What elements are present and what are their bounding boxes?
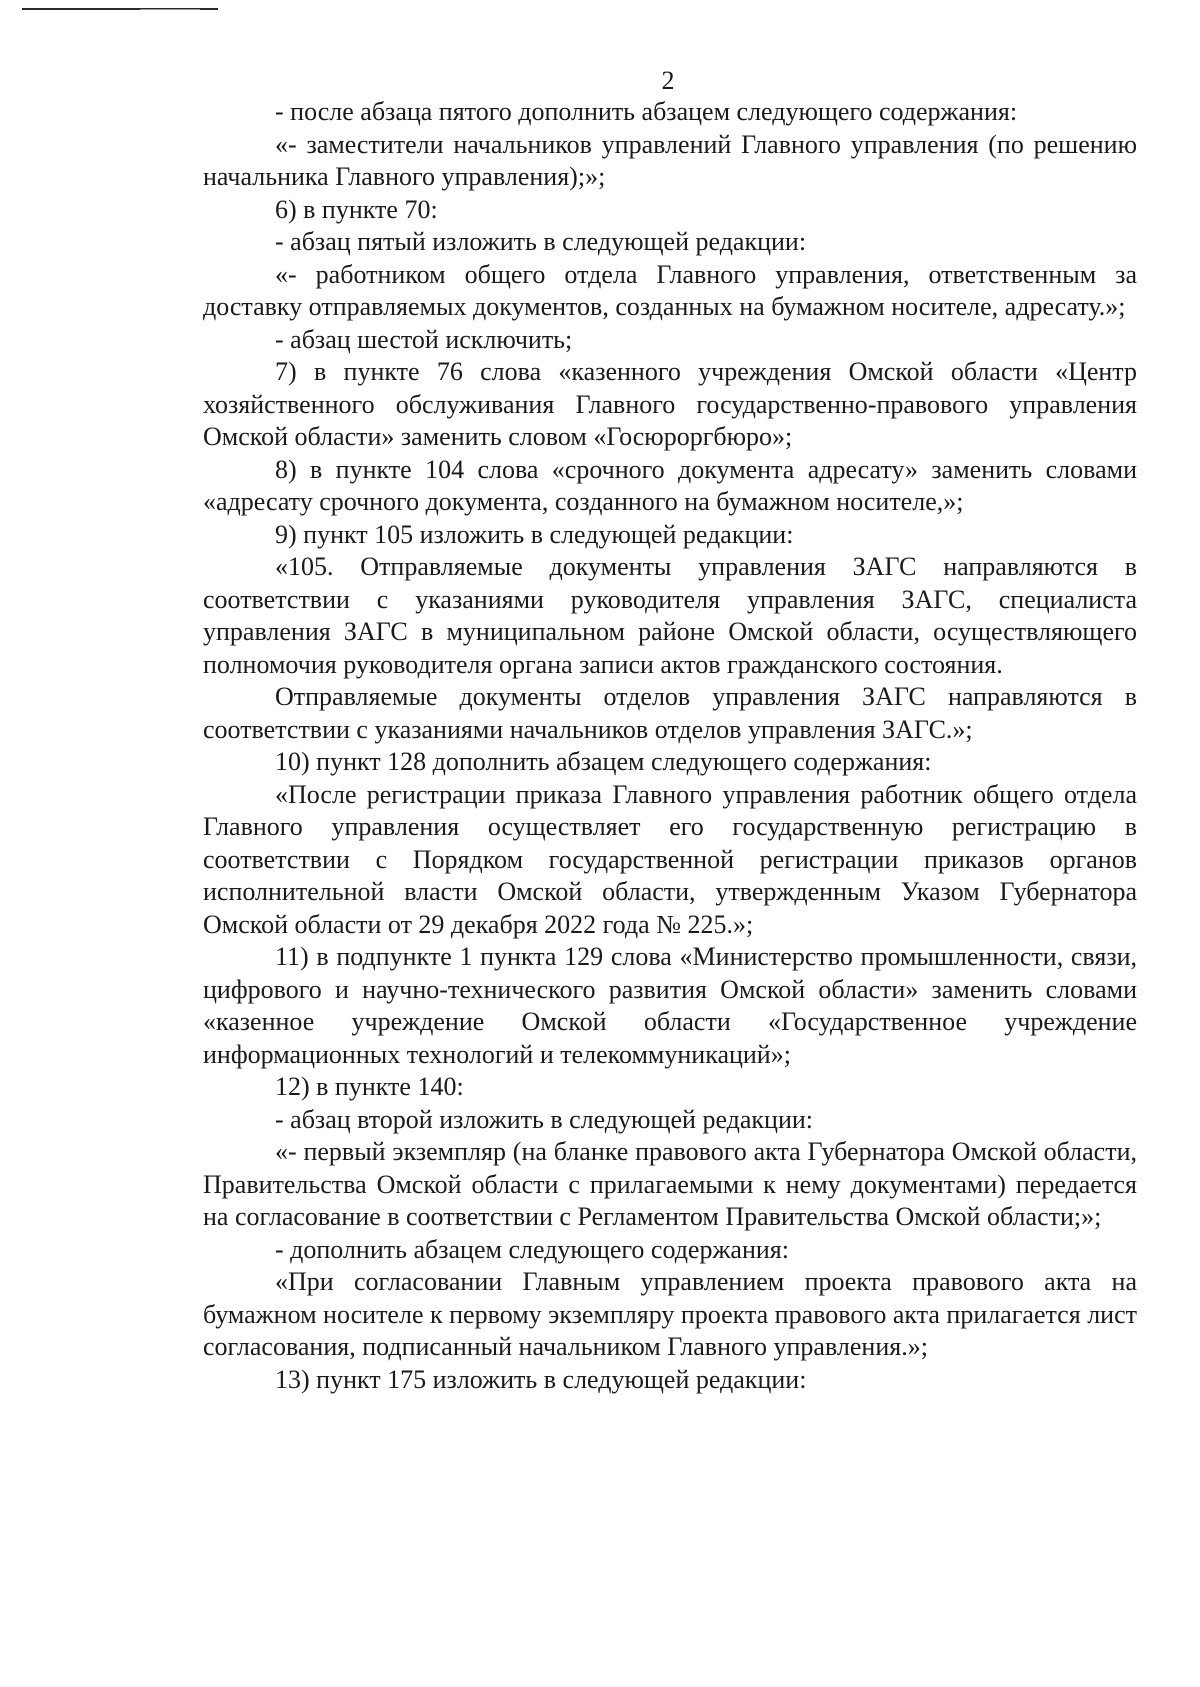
paragraph: «- заместители начальников управлений Главного управления (по решению начальника Главного управления);»; xyxy=(203,129,1137,191)
paragraph: - после абзаца пятого дополнить абзацем следующего содержания: xyxy=(275,97,1018,126)
paragraph: «105. Отправляемые документы управления ЗАГС направляются в соответствии с указаниями руководителя управления ЗАГС, специалиста управления ЗАГС в муниципальном районе Омской области, осуществляющего полномочия руководителя органа записи актов гражданского состояния. xyxy=(203,552,1137,679)
paragraph: 10) пункт 128 дополнить абзацем следующего содержания: xyxy=(275,747,932,776)
paragraph: - абзац второй изложить в следующей редакции: xyxy=(275,1104,814,1134)
document-body xyxy=(203,96,1137,1396)
scan-artifact-faint-line xyxy=(140,9,200,10)
paragraph: 6) в пункте 70: xyxy=(275,194,438,224)
paragraph: «- первый экземпляр (на бланке правового акта Губернатора Омской области, Правительства Омской области с прилагаемыми к нему документами) передается на согласование в соответствии с Регламентом Правительства Омской области;»; xyxy=(203,1137,1137,1231)
paragraph: «При согласовании Главным управлением проекта правового акта на бумажном носителе к первому экземпляру проекта правового акта прилагается лист согласования, подписанный начальником Главного управления.»; xyxy=(203,1267,1137,1361)
paragraph: «После регистрации приказа Главного управления работник общего отдела Главного управления осуществляет его государственную регистрацию в соответствии с Порядком государственной регистрации приказов органов исполнительной власти Омской области, утвержденным Указом Губернатора Омской области от 29 декабря 2022 года № 225.»; xyxy=(203,779,1137,939)
paragraph: Отправляемые документы отделов управления ЗАГС направляются в соответствии с указаниями начальников отделов управления ЗАГС.»; xyxy=(203,682,1137,744)
paragraph: - абзац шестой исключить; xyxy=(275,324,573,354)
paragraph: 9) пункт 105 изложить в следующей редакции: xyxy=(275,519,794,549)
paragraph: - дополнить абзацем следующего содержания: xyxy=(275,1234,789,1264)
paragraph: «- работником общего отдела Главного управления, ответственным за доставку отправляемых документов, созданных на бумажном носителе, адресату.»; xyxy=(203,259,1137,321)
page-number: 2 xyxy=(661,66,675,95)
paragraph: - абзац пятый изложить в следующей редакции: xyxy=(275,227,807,256)
paragraph: 13) пункт 175 изложить в следующей редакции: xyxy=(275,1364,807,1394)
paragraph: 11) в подпункте 1 пункта 129 слова «Министерство промышленности, связи, цифрового и научно-технического развития Омской области» заменить словами «казенное учреждение Омской области «Государственное учреждение информационных технологий и телекоммуникаций»; xyxy=(203,942,1137,1069)
paragraph: 7) в пункте 76 слова «казенного учреждения Омской области «Центр хозяйственного обслуживания Главного государственно-правового управления Омской области» заменить словом «Госюроргбюро»; xyxy=(203,357,1137,451)
paragraph: 8) в пункте 104 слова «срочного документа адресату» заменить словами «адресату срочного документа, созданного на бумажном носителе,»; xyxy=(203,454,1137,516)
paragraph: 12) в пункте 140: xyxy=(275,1072,464,1101)
